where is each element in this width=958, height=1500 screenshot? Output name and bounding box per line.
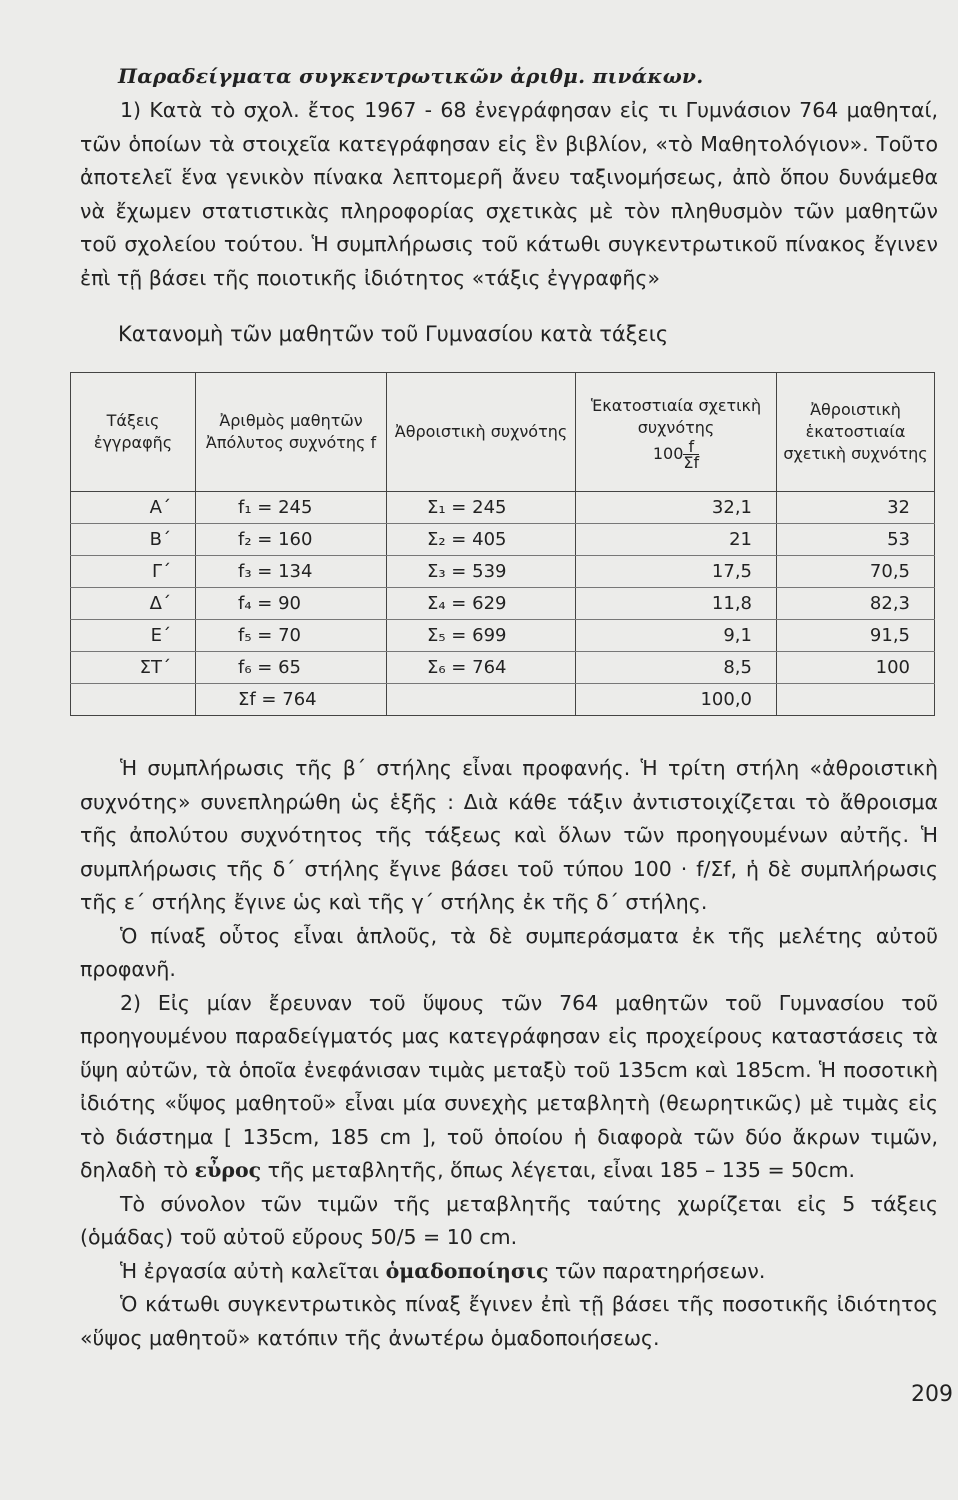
cell-percent: 32,1 — [576, 492, 777, 524]
intro-paragraph — [80, 94, 938, 295]
percent-formula: 100 $\frac{f}{\Sigma f}$ — [652, 436, 700, 472]
cell-frequency: f₁ = 245 — [196, 492, 387, 524]
paragraph-classes: Τὸ σύνολον τῶν τιμῶν τῆς μεταβλητῆς ταύτης χωρίζεται εἰς 5 τάξεις (ὁμάδας) τοῦ αὐτοῦ εὔρους 50/5 = 10 cm. — [80, 1191, 938, 1249]
header-cumulative: Ἀθροιστικὴ συχνότης — [387, 373, 576, 492]
cell-frequency: f₄ = 90 — [196, 588, 387, 620]
page-number: 209 — [911, 1382, 953, 1407]
table-row — [71, 652, 935, 684]
cell-percent: 11,8 — [576, 588, 777, 620]
cell-total-frequency: Σf = 764 — [196, 684, 387, 716]
paragraph-columns: Ἡ συμπλήρωσις τῆς β΄ στήλης εἶναι προφανής. Ἡ τρίτη στήλη «ἀθροιστικὴ συχνότης» συνεπληρώθη ὡς ἑξῆς : Διὰ κάθε τάξιν ἀντιστοιχίζεται τὸ ἄθροισμα τῆς ἀπολύτου συχνότητος τῆς τάξεως καὶ ὅλων τῶν προηγουμένων αὐτῆς. Ἡ συμπλήρωσις τῆς δ΄ στήλης ἔγινε βάσει τοῦ τύπου 100 · f/Σf, ἡ δὲ συμπλήρωσις τῆς ε΄ στήλης ἔγινε ὡς καὶ τῆς γ΄ στήλης ἐκ τῆς δ΄ στήλης. — [80, 756, 938, 914]
table-row — [71, 492, 935, 524]
distribution-table — [70, 372, 935, 716]
cell-class: Β΄ — [71, 524, 196, 556]
table-row — [71, 620, 935, 652]
table-row — [71, 524, 935, 556]
cell-cumulative-percent: 70,5 — [777, 556, 935, 588]
cell-cumulative: Σ₅ = 699 — [387, 620, 576, 652]
paragraph-example-2: 2) Εἰς μίαν ἔρευναν τοῦ ὕψους τῶν 764 μαθητῶν τοῦ Γυμνασίου τοῦ προηγουμένου παραδείγματός μας κατεγράφησαν εἰς προχείρους καταστάσεις τὰ ὕψη αὐτῶν, τὰ ὁποῖα ἐνεφάνισαν τιμὰς μεταξὺ τοῦ 135cm καὶ 185cm. Ἡ ποσοτικὴ ἰδιότης «ὕψος μαθητοῦ» εἶναι μία συνεχὴς μεταβλητὴ (θεωρητικῶς) μὲ τιμὰς εἰς τὸ διάστημα [ 135cm, 185 cm ], τοῦ ὁποίου ἡ διαφορὰ τῶν δύο ἄκρων τιμῶν, δηλαδὴ τὸ εὖρος τῆς μεταβλητῆς, ὅπως λέγεται, εἶναι 185 – 135 = 50cm. — [80, 990, 938, 1182]
term-range: εὖρος — [194, 1158, 262, 1182]
cell-frequency: f₆ = 65 — [196, 652, 387, 684]
header-percent-label: Ἑκατοστιαία σχετικὴ συχνότης — [590, 395, 762, 437]
table-header-row — [71, 373, 935, 492]
cell-cumulative-percent: 82,3 — [777, 588, 935, 620]
cell-cumulative-percent: 100 — [777, 652, 935, 684]
cell-percent: 8,5 — [576, 652, 777, 684]
cell-frequency: f₅ = 70 — [196, 620, 387, 652]
cell-cumulative-percent: 53 — [777, 524, 935, 556]
cell-percent: 21 — [576, 524, 777, 556]
header-frequency: Ἀριθμὸς μαθητῶν Ἀπόλυτος συχνότης f — [196, 373, 387, 492]
paragraph-next-table: Ὁ κάτωθι συγκεντρωτικὸς πίναξ ἔγινεν ἐπὶ τῇ βάσει τῆς ποσοτικῆς ἰδιότητος «ὕψος μαθητοῦ» κατόπιν τῆς ἀνωτέρω ὁμαδοποιήσεως. — [80, 1292, 938, 1350]
cell-cumulative: Σ₄ = 629 — [387, 588, 576, 620]
term-grouping: ὁμαδοποίησις — [385, 1258, 549, 1283]
header-percent — [576, 373, 777, 492]
cell-cumulative: Σ₆ = 764 — [387, 652, 576, 684]
section-heading: Παραδείγματα συγκεντρωτικῶν ἀριθμ. πινάκων. — [118, 64, 704, 88]
table-row — [71, 556, 935, 588]
cell-class: Γ΄ — [71, 556, 196, 588]
cell-cumulative-percent: 32 — [777, 492, 935, 524]
cell-cumulative: Σ₃ = 539 — [387, 556, 576, 588]
cell-frequency: f₂ = 160 — [196, 524, 387, 556]
paragraph-grouping: Ἡ ἐργασία αὐτὴ καλεῖται ὁμαδοποίησις τῶν παρατηρήσεων. — [120, 1258, 766, 1283]
header-cumulative-percent: Ἀθροιστικὴ ἑκατοστιαία σχετικὴ συχνότης — [777, 373, 935, 492]
cell-class: ΣΤ΄ — [71, 652, 196, 684]
cell-class: Δ΄ — [71, 588, 196, 620]
table-total-row — [71, 684, 935, 716]
intro-text: 1) Κατὰ τὸ σχολ. ἔτος 1967 - 68 ἐνεγράφησαν εἰς τι Γυμνάσιον 764 μαθηταί, τῶν ὁποίων τὰ στοιχεῖα κατεγράφησαν εἰς ἓν βιβλίον, «τὸ Μαθητολόγιον». Τοῦτο ἀποτελεῖ ἕνα γενικὸν πίνακα λεπτομερῆ ἄνευ ταξινομήσεως, ἀπὸ ὅπου δυνάμεθα νὰ ἔχωμεν στατιστικὰς πληροφορίας σχετικὰς μὲ τὸν πληθυσμὸν τῶν μαθητῶν τοῦ σχολείου τούτου. Ἡ συμπλήρωσις τοῦ κάτωθι συγκεντρωτικοῦ πίνακος ἔγινεν ἐπὶ τῇ βάσει τῆς ποιοτικῆς ἰδιότητος «τάξις ἐγγραφῆς» — [80, 98, 938, 290]
cell-frequency: f₃ = 134 — [196, 556, 387, 588]
table-row — [71, 588, 935, 620]
cell-percent: 9,1 — [576, 620, 777, 652]
cell-class: Α΄ — [71, 492, 196, 524]
body-text — [80, 752, 938, 1355]
table-caption: Κατανομὴ τῶν μαθητῶν τοῦ Γυμνασίου κατὰ τάξεις — [118, 322, 669, 346]
cell-class: Ε΄ — [71, 620, 196, 652]
paragraph-simple: Ὁ πίναξ οὗτος εἶναι ἁπλοῦς, τὰ δὲ συμπεράσματα ἐκ τῆς μελέτης αὐτοῦ προφανῆ. — [80, 923, 938, 981]
cell-cumulative: Σ₁ = 245 — [387, 492, 576, 524]
cell-percent: 17,5 — [576, 556, 777, 588]
header-class: Τάξεις ἐγγραφῆς — [71, 373, 196, 492]
cell-cumulative-percent: 91,5 — [777, 620, 935, 652]
cell-total-percent: 100,0 — [576, 684, 777, 716]
cell-cumulative: Σ₂ = 405 — [387, 524, 576, 556]
